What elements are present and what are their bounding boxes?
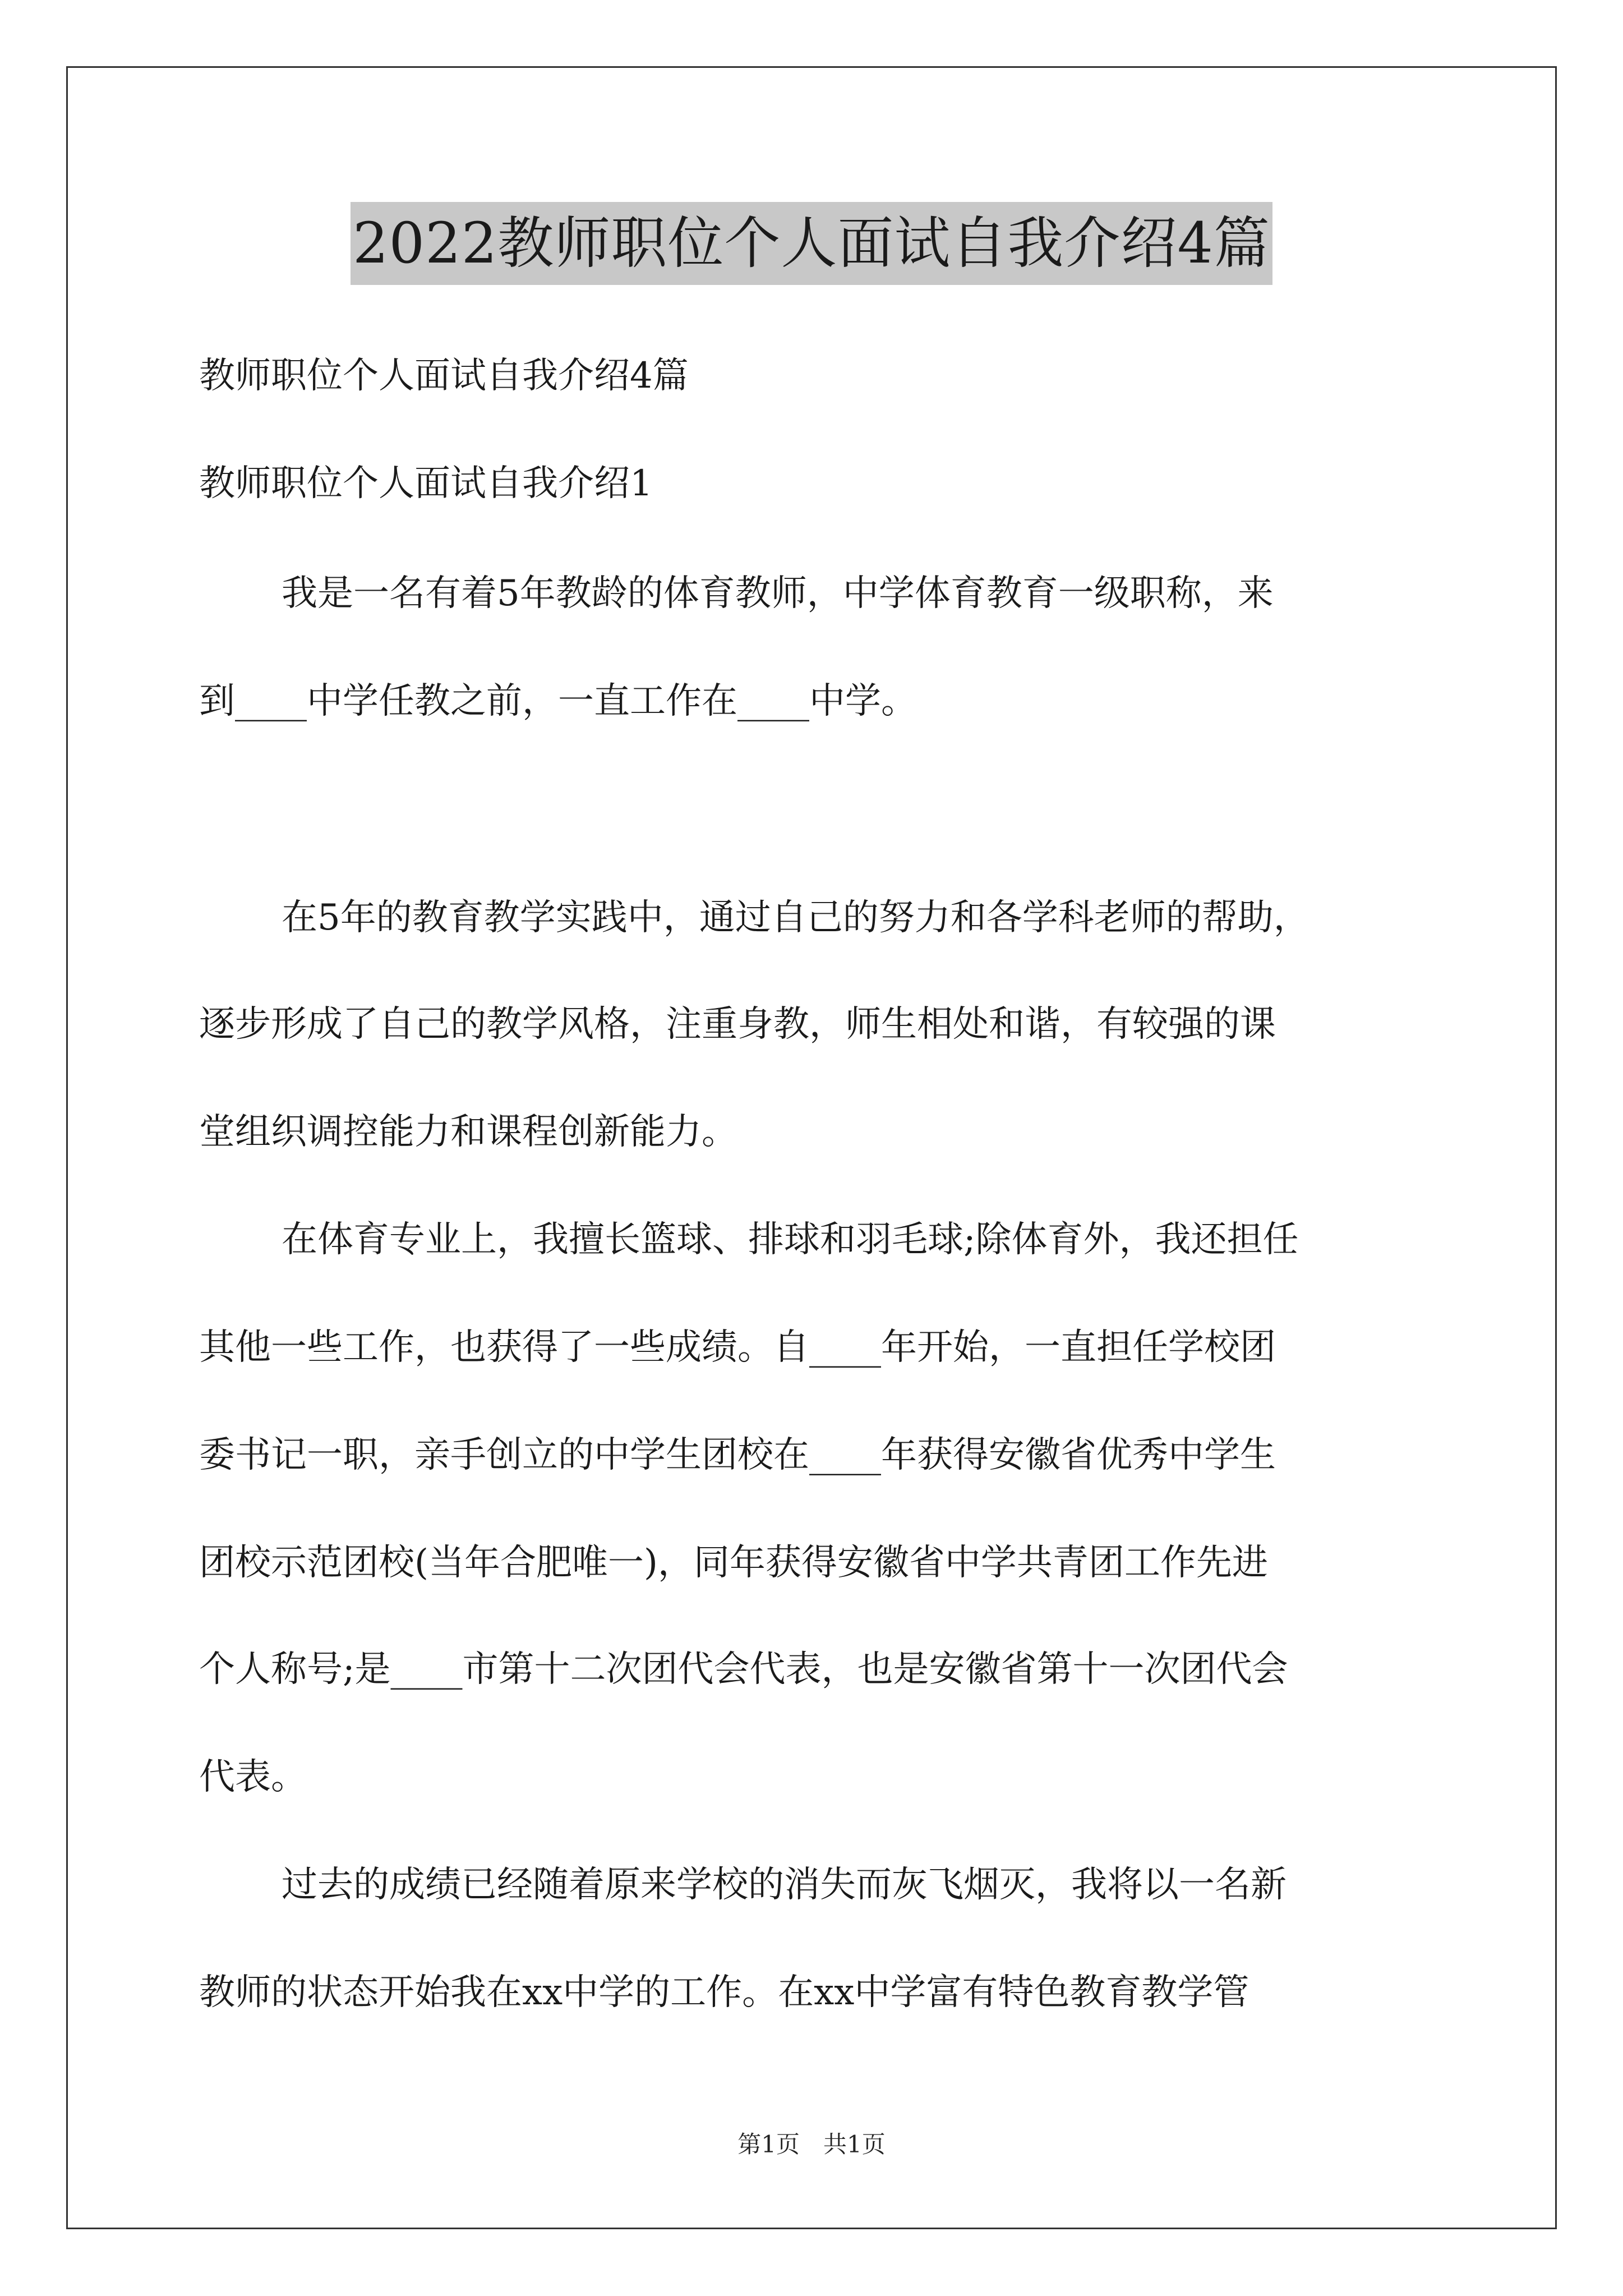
paragraph-line: 在体育专业上，我擅长篮球、排球和羽毛球;除体育外，我还担任 [282,1219,1299,1260]
heading-line: 教师职位个人面试自我介绍4篇 [199,355,689,397]
paragraph-line: 委书记一职，亲手创立的中学生团校在____年获得安徽省优秀中学生 [199,1434,1276,1476]
section-heading: 教师职位个人面试自我介绍1 [199,463,653,504]
paragraph-line: 个人称号;是____市第十二次团代会代表，也是安徽省第十一次团代会 [199,1649,1288,1690]
paragraph-line: 到____中学任教之前，一直工作在____中学。 [199,680,917,722]
paragraph-line: 在5年的教育教学实践中，通过自己的努力和各学科老师的帮助， [282,897,1310,938]
paragraph-line: 教师的状态开始我在xx中学的工作。在xx中学富有特色教育教学管 [199,1972,1249,2013]
paragraph-line: 团校示范团校(当年合肥唯一)，同年获得安徽省中学共青团工作先进 [199,1542,1268,1584]
paragraph-line: 我是一名有着5年教龄的体育教师，中学体育教育一级职称，来 [282,573,1274,614]
paragraph-line: 堂组织调控能力和课程创新能力。 [199,1111,737,1153]
paragraph-line: 逐步形成了自己的教学风格，注重身教，师生相处和谐，有较强的课 [199,1004,1276,1045]
paragraph-line: 过去的成绩已经随着原来学校的消失而灰飞烟灭，我将以一名新 [282,1864,1287,1906]
document-title: 2022教师职位个人面试自我介绍4篇 [351,202,1272,285]
paragraph-line: 代表。 [199,1756,307,1798]
page-footer: 第1页 共1页 [737,2131,886,2158]
paragraph-line: 其他一些工作，也获得了一些成绩。自____年开始，一直担任学校团 [199,1327,1276,1368]
title-container [0,202,1623,285]
